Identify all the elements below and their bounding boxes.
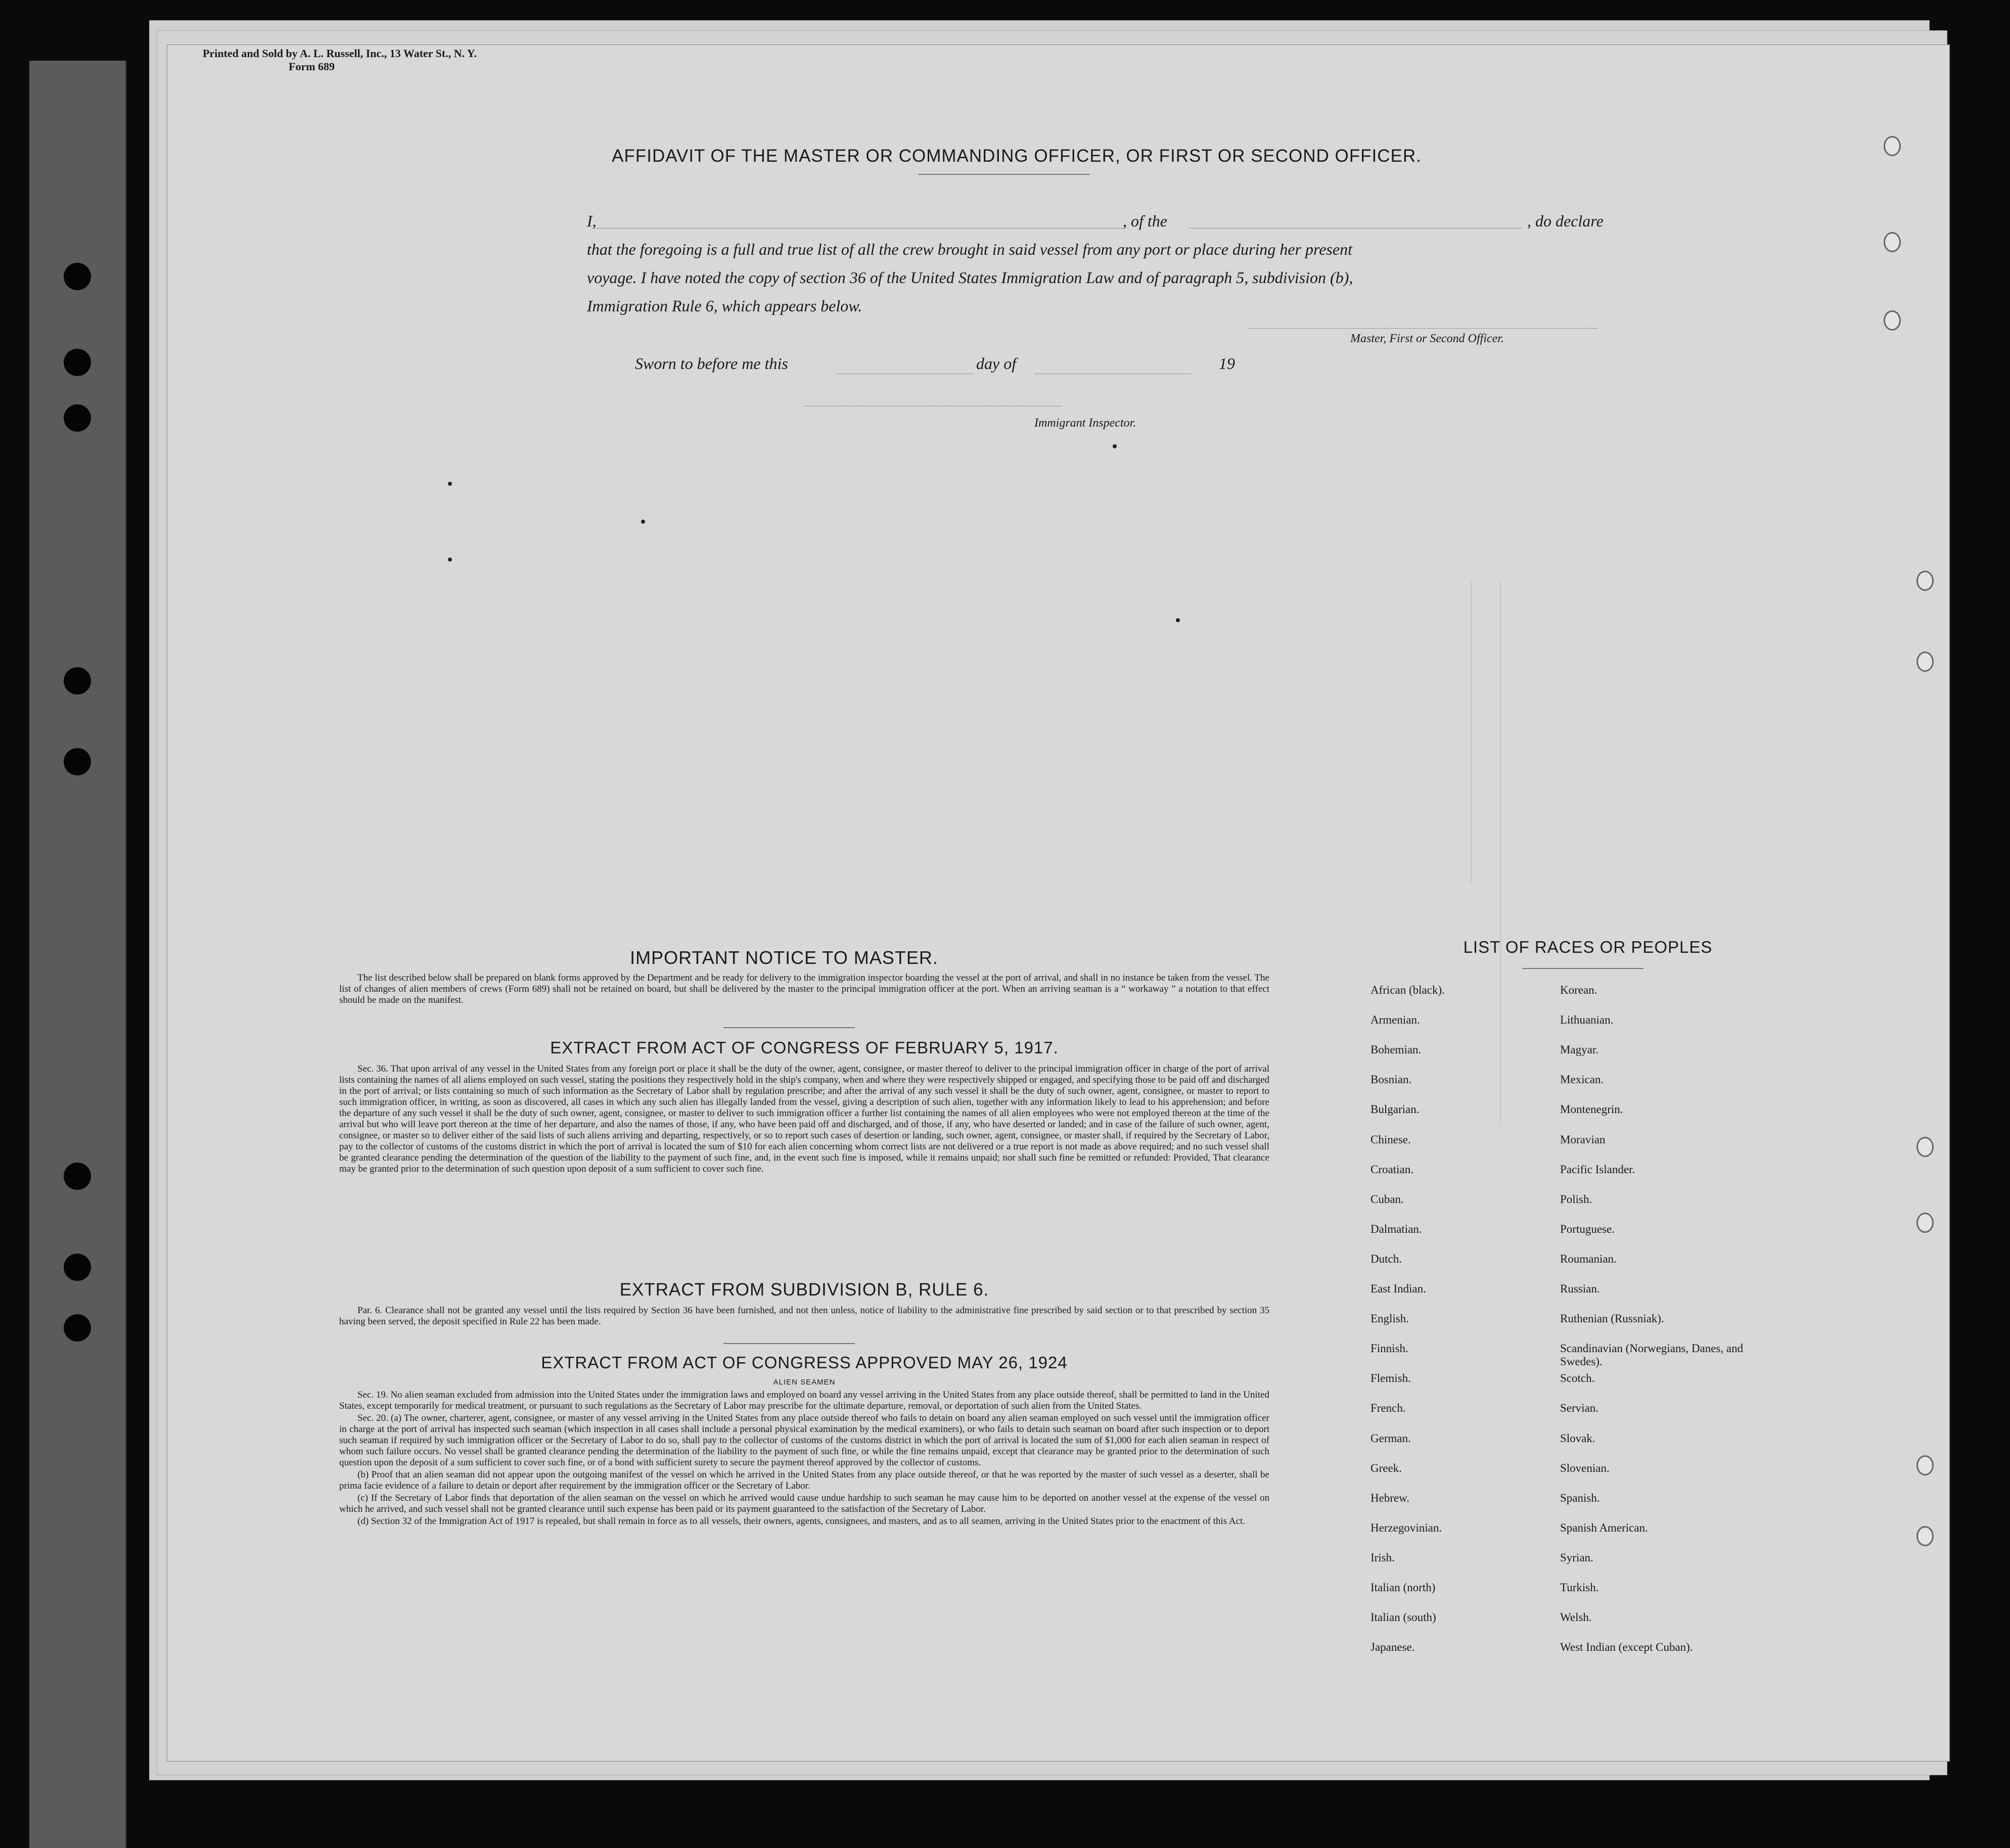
declaration-line: Immigration Rule 6, which appears below. (587, 297, 862, 315)
punch-hole (64, 1314, 91, 1342)
extract-1917-title: EXTRACT FROM ACT OF CONGRESS OF FEBRUARY 5, 1917. (550, 1038, 1059, 1057)
extract-1924-subtitle: ALIEN SEAMEN (773, 1378, 836, 1387)
race-item: Cuban. (1371, 1192, 1404, 1206)
race-item: Roumanian. (1560, 1252, 1617, 1265)
extract-rule6-text: Par. 6. Clearance shall not be granted any vessel until the lists required by Section 36 have been furnished, and not then unless, notice of liability to the administrative fine prescribed by said section or to that prescribed by section 35 having been served, the deposit specified in Rule 22 has been made. (339, 1305, 1269, 1327)
race-item: Pacific Islander. (1560, 1163, 1635, 1176)
race-item: Finnish. (1371, 1342, 1408, 1355)
race-item: Armenian. (1371, 1013, 1420, 1027)
race-item: Slovenian. (1560, 1461, 1610, 1474)
officer-signature-line[interactable] (1249, 327, 1598, 329)
extract-1924-paragraph: Sec. 20. (a) The owner, charterer, agent, consignee, or master of any vessel arriving in the United States from any place outside thereof who fails to detain on board any alien seaman employed on such vessel until the immigration officer in charge at the port of arrival has inspected such seaman (which inspection in all cases shall include a personal physical examination by the medical examiners), or who fails to detain such seaman on board after such inspection or to deport such seaman if required by such immigration officer or the Secretary of Labor to do so, shall pay to the collector of customs of the customs district in which the port of arrival is located the sum of $1,000 for each alien seaman in respect of whom such failure occurs. No vessel shall be granted clearance pending the determination of the liability to the payment of such fine, or while the fine remains unpaid, except that clearance may be granted prior to the determination of such question upon the deposit of a sum sufficient to cover such fine, or of a bond with sufficient surety to secure the payment thereof approved by the collector of customs. (339, 1413, 1269, 1468)
binder-ring (1916, 1213, 1934, 1233)
race-item: Korean. (1560, 984, 1597, 996)
divider (918, 174, 1090, 175)
extract-1924-paragraph: Sec. 19. No alien seaman excluded from admission into the United States under the immigration laws and employed on board any vessel arriving in the United States from any place outside thereof, shall be permitted to land in the United States, except temporarily for medical treatment, or pursuant to such regulations as the Secretary of Labor may prescribe for the ultimate departure, removal, or deportation of such alien from the United States. (339, 1390, 1269, 1411)
binder-ring (1916, 1526, 1934, 1546)
binder-ring (1916, 571, 1934, 591)
race-item: Irish. (1371, 1551, 1395, 1564)
race-item: English. (1371, 1312, 1409, 1325)
declaration-line: that the foregoing is a full and true list of all the crew brought in said vessel from any port or place during her present (587, 240, 1352, 258)
affidavit-declaration (587, 207, 1734, 320)
binder-strip (29, 61, 126, 1848)
bleed-mark (1113, 444, 1117, 448)
race-item: Chinese. (1371, 1133, 1411, 1146)
printer-line: Printed and Sold by A. L. Russell, Inc., 13 Water St., N. Y. (203, 47, 477, 60)
binder-ring (1884, 136, 1901, 156)
notice-title: IMPORTANT NOTICE TO MASTER. (630, 947, 938, 968)
race-item: African (black). (1371, 984, 1445, 996)
of-the-label: , of the (1123, 212, 1167, 230)
sworn-statement (635, 354, 1403, 380)
punch-hole (64, 404, 91, 432)
race-item: Hebrew. (1371, 1491, 1410, 1504)
extract-1917-text: Sec. 36. That upon arrival of any vessel in the United States from any foreign port or place it shall be the duty of the owner, agent, consignee, or master thereof to deliver to the principal immigration officer in charge of the port of arrival lists containing the names of all aliens employed on such vessel, stating the positions they respectively hold in the ship's company, when and where they were respectively shipped or engaged, and specifying those to be paid off and discharged in the port of arrival; or lists containing so much of such information as the Secretary of Labor shall by regulation prescribe; and after the arrival of any such vessel it shall be the duty of such owner, agent, consignee, or master to report to such immigration officer, in writing, as soon as discovered, all cases in which any such alien has illegally landed from the vessel, giving a description of such alien, together with any information likely to lead to his apprehension; and before the departure of any such vessel it shall be the duty of such owner, agent, consignee, or master to deliver to such immigration officer a further list containing the names of all alien employees who were not employed thereon at the time of the arrival but who will leave port thereon at the time of her departure, and also the names of those, if any, who have been paid off and discharged, and of those, if any, who have deserted or landed; and in case of the failure of such owner, agent, consignee, or master so to deliver either of the said lists of such aliens arriving and departing, respectively, or so to report such cases of desertion or landing, such owner, agent, consignee, or master shall, if required by the Secretary of Labor, pay to the collector of customs of the customs district in which the port of arrival is located the sum of $10 for each alien concerning whom correct lists are not delivered or a true report is not made as above required; and no such vessel shall be granted clearance pending the determination of the question of the liability to the payment of such fine, and, in the event such fine is imposed, while it remains unpaid; nor shall such fine be remitted or refunded: Provided, That clearance may be granted prior to the determination of such question upon deposit of a sum sufficient to cover such fine. (339, 1064, 1269, 1174)
race-item: Moravian (1560, 1133, 1606, 1146)
race-item: Syrian. (1560, 1551, 1593, 1564)
race-item: Bulgarian. (1371, 1103, 1420, 1116)
race-item: Scotch. (1560, 1372, 1595, 1385)
race-item: Dalmatian. (1371, 1222, 1422, 1235)
race-item: Italian (north) (1371, 1581, 1436, 1594)
race-item: Japanese. (1371, 1641, 1415, 1654)
race-item: Portuguese. (1560, 1222, 1615, 1235)
binder-ring (1884, 310, 1901, 331)
race-item: German. (1371, 1431, 1411, 1445)
race-item: Bohemian. (1371, 1043, 1422, 1056)
printer-imprint (203, 47, 477, 73)
races-title: LIST OF RACES OR PEOPLES (1463, 938, 1713, 956)
punch-hole (64, 349, 91, 376)
divider (723, 1343, 855, 1344)
binder-ring (1916, 1137, 1934, 1157)
affidavit-title: AFFIDAVIT OF THE MASTER OR COMMANDING OFFICER, OR FIRST OR SECOND OFFICER. (612, 146, 1422, 166)
punch-hole (64, 1163, 91, 1190)
race-item: Herzegovinian. (1371, 1521, 1442, 1534)
race-item: Spanish. (1560, 1491, 1600, 1504)
officer-signature-label: Master, First or Second Officer. (1350, 332, 1504, 345)
race-item: Russian. (1560, 1282, 1600, 1295)
race-item: Greek. (1371, 1461, 1402, 1474)
extract-rule6-title: EXTRACT FROM SUBDIVISION B, RULE 6. (619, 1280, 989, 1300)
race-item: Montenegrin. (1560, 1103, 1623, 1116)
race-item: Slovak. (1560, 1431, 1595, 1445)
race-item: West Indian (except Cuban). (1560, 1641, 1693, 1654)
notice-text: The list described below shall be prepared on blank forms approved by the Department and be ready for delivery to the immigration inspector boarding the vessel at the port of arrival, and shall in no instance be taken from the vessel. The list of changes of alien members of crews (Form 689) shall not be retained on board, but shall be delivered by the master to the principal immigration officer at the port. When an arriving seaman is a “ workaway ” a notation to that effect should be made on the manifest. (339, 973, 1269, 1005)
race-item: Spanish American. (1560, 1521, 1648, 1534)
race-item: East Indian. (1371, 1282, 1426, 1295)
inspector-signature-line[interactable] (804, 405, 1062, 406)
form-sheet (167, 44, 1950, 1762)
extract-1924-paragraph: (c) If the Secretary of Labor finds that deportation of the alien seaman on the vessel on which he arrived would cause undue hardship to such seaman he may cause him to be deported on another vessel at the expense of the vessel on which he arrived, and such vessel shall not be granted clearance until such expense has been paid or its payment guaranteed to the satisfaction of the Secretary of Labor. (339, 1493, 1269, 1514)
bleed-mark (1176, 618, 1180, 622)
binder-ring (1916, 1455, 1934, 1475)
binder-ring (1884, 232, 1901, 252)
race-item: French. (1371, 1402, 1406, 1415)
race-item: Ruthenian (Russniak). (1560, 1312, 1664, 1325)
sworn-year-label: 19 (1219, 354, 1235, 373)
race-item: Scandinavian (Norwegians, Danes, and Swedes). (1560, 1342, 1744, 1368)
inspector-label: Immigrant Inspector. (1034, 417, 1136, 430)
race-item: Servian. (1560, 1402, 1599, 1415)
race-item: Dutch. (1371, 1252, 1402, 1265)
punch-hole (64, 263, 91, 290)
race-item: Turkish. (1560, 1581, 1599, 1594)
punch-hole (64, 1254, 91, 1281)
race-item: Italian (south) (1371, 1611, 1436, 1624)
extract-1924-title: EXTRACT FROM ACT OF CONGRESS APPROVED MAY 26, 1924 (541, 1353, 1068, 1372)
race-item: Magyar. (1560, 1043, 1599, 1056)
race-item: Lithuanian. (1560, 1013, 1614, 1027)
bleed-mark (641, 520, 645, 524)
race-item: Mexican. (1560, 1073, 1604, 1086)
divider (723, 1027, 855, 1028)
bleed-mark (448, 482, 452, 486)
divider (1522, 968, 1643, 969)
extract-1924-paragraph: (d) Section 32 of the Immigration Act of 1917 is repealed, but shall remain in force as to all vessels, their owners, agents, consignees, and masters, and as to all seamen, arriving in the United States prior to the enactment of this Act. (357, 1516, 1245, 1527)
race-item: Polish. (1560, 1192, 1592, 1206)
race-item: Flemish. (1371, 1372, 1411, 1385)
race-item: Bosnian. (1371, 1073, 1412, 1086)
declaration-line: voyage. I have noted the copy of section 36 of the United States Immigration Law and of paragraph 5, subdivision (b), (587, 268, 1353, 287)
extract-1924-paragraph: (b) Proof that an alien seaman did not appear upon the outgoing manifest of the vessel on which he arrived in the United States from any place outside thereof, or that he was reported by the master of such vessel as a deserter, shall be prima facie evidence of a failure to detain or deport after requirement by the immigration officer or the Secretary of Labor. (339, 1469, 1269, 1491)
declarant-prefix: I, (587, 212, 597, 230)
faint-rule (1471, 581, 1472, 884)
bleed-mark (448, 558, 452, 562)
punch-hole (64, 667, 91, 695)
punch-hole (64, 748, 91, 775)
extract-1924-text (339, 1390, 1269, 1528)
binder-ring (1916, 652, 1934, 672)
race-item: Croatian. (1371, 1163, 1413, 1176)
sworn-label: Sworn to before me this (635, 354, 788, 373)
do-declare-label: , do declare (1527, 212, 1604, 230)
race-item: Welsh. (1560, 1611, 1592, 1624)
day-of-label: day of (976, 354, 1017, 373)
form-number: Form 689 (289, 60, 335, 73)
